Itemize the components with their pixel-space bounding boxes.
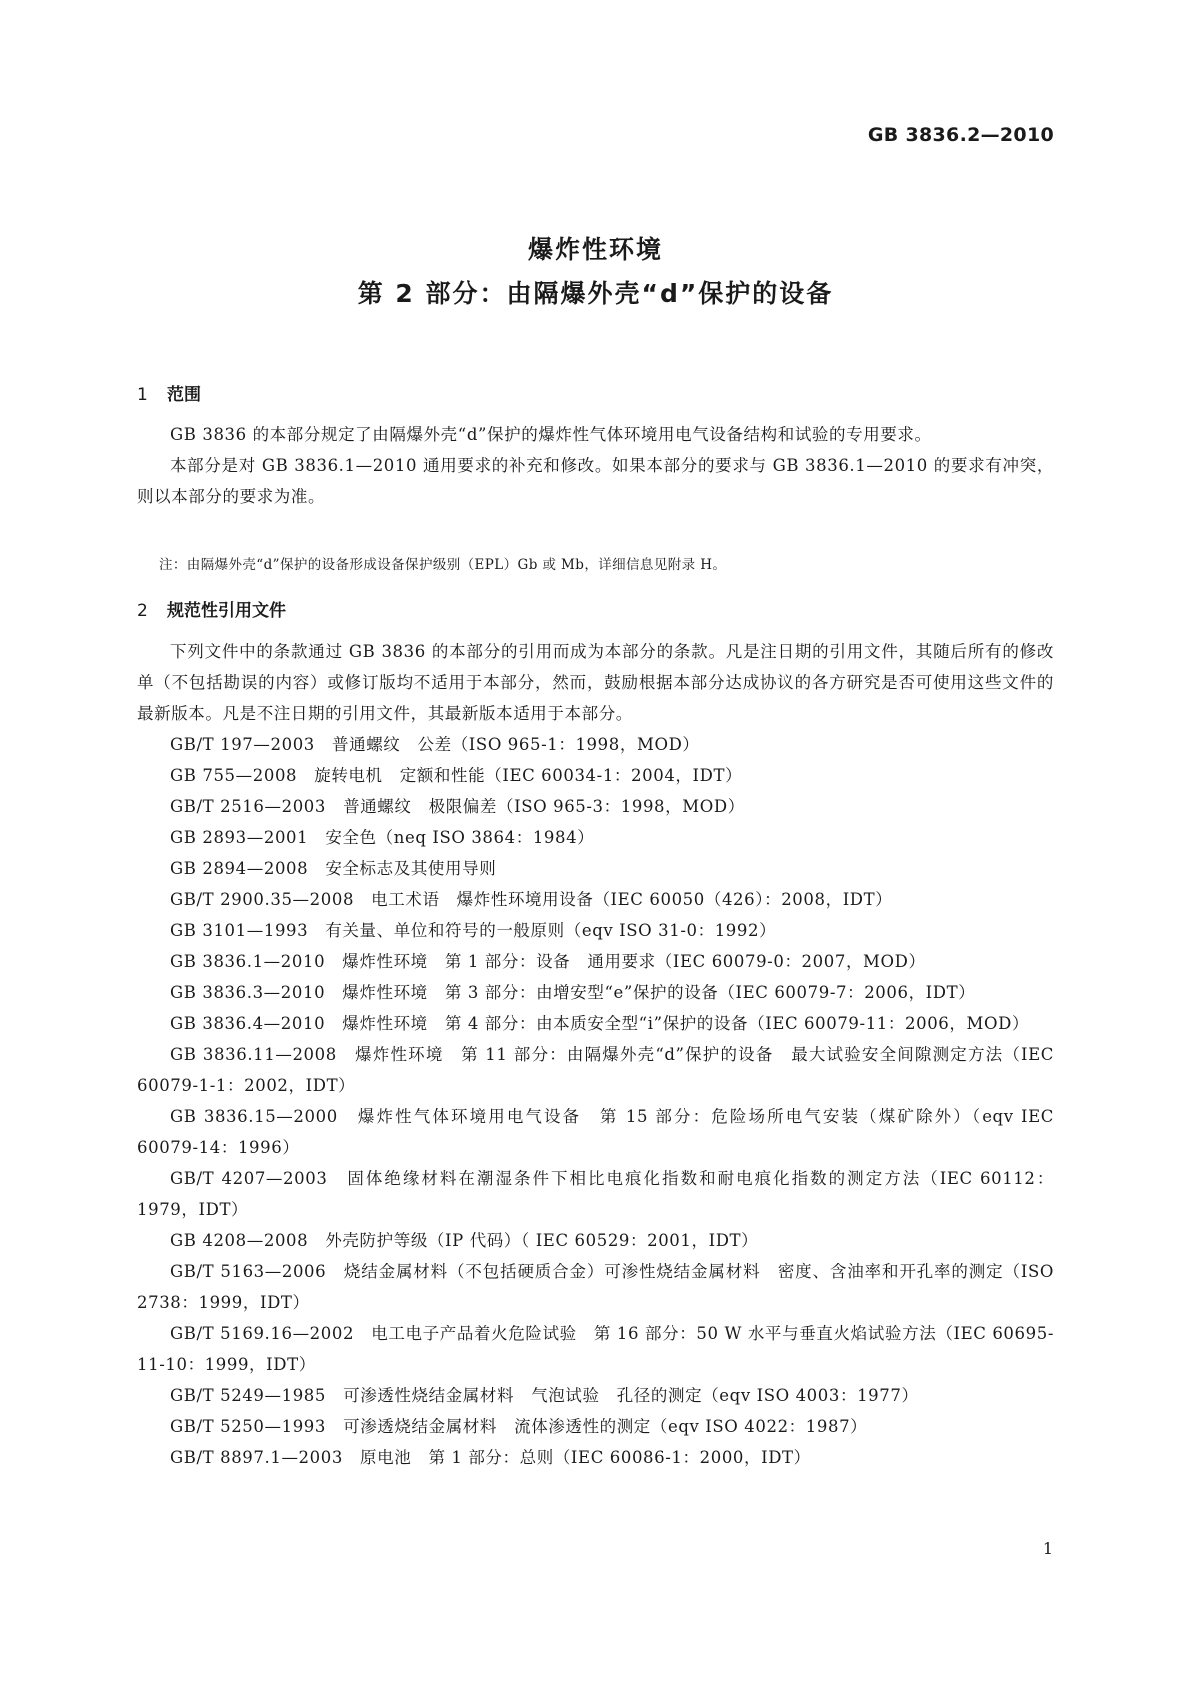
reference-item: GB/T 2516—2003 普通螺纹 极限偏差（ISO 965-3：1998，MOD） [170,797,745,816]
standard-code: GB 3836.2—2010 [867,124,1054,146]
reference-item: GB 3836.3—2010 爆炸性环境 第 3 部分：由增安型“e”保护的设备（IEC 60079-7：2006，IDT） [170,983,976,1002]
reference-item: GB/T 5249—1985 可渗透性烧结金属材料 气泡试验 孔径的测定（eqv ISO 4003：1977） [170,1386,919,1405]
section-body-scope [137,419,1054,512]
reference-item: GB 3836.15—2000 爆炸性气体环境用电气设备 第 15 部分：危险场所电气安装（煤矿除外）（eqv IEC 60079-14：1996） [137,1107,1054,1157]
section-heading-scope [137,380,201,405]
reference-item: GB 3836.11—2008 爆炸性环境 第 11 部分：由隔爆外壳“d”保护的设备 最大试验安全间隙测定方法（IEC 60079-1-1：2002，IDT） [137,1045,1054,1095]
section-title: 规范性引用文件 [167,601,286,621]
reference-item: GB 2894—2008 安全标志及其使用导则 [170,859,497,878]
reference-item: GB 3836.4—2010 爆炸性环境 第 4 部分：由本质安全型“i”保护的设备（IEC 60079-11：2006，MOD） [170,1014,1030,1033]
reference-item: GB/T 4207—2003 固体绝缘材料在潮湿条件下相比电痕化指数和耐电痕化指数的测定方法（IEC 60112：1979，IDT） [137,1169,1054,1219]
reference-item: GB 3101—1993 有关量、单位和符号的一般原则（eqv ISO 31-0：1992） [170,921,777,940]
document-subtitle: 第 2 部分：由隔爆外壳“d”保护的设备 [357,279,834,308]
reference-item: GB/T 197—2003 普通螺纹 公差（ISO 965-1：1998，MOD） [170,735,700,754]
reference-item: GB 755—2008 旋转电机 定额和性能（IEC 60034-1：2004，IDT） [170,766,743,785]
section-number: 1 [137,385,148,405]
reference-item: GB 4208—2008 外壳防护等级（IP 代码）（ IEC 60529：2001，IDT） [170,1231,759,1250]
section-body-normative-references [137,636,1054,1473]
document-title: 爆炸性环境 [527,235,663,264]
reference-item: GB/T 8897.1—2003 原电池 第 1 部分：总则（IEC 60086-1：2000，IDT） [170,1448,811,1467]
section-title: 范围 [167,385,201,405]
reference-item: GB 3836.1—2010 爆炸性环境 第 1 部分：设备 通用要求（IEC 60079-0：2007，MOD） [170,952,926,971]
page-number: 1 [1042,1539,1053,1558]
reference-item: GB 2893—2001 安全色（neq ISO 3864：1984） [170,828,595,847]
paragraph: GB 3836 的本部分规定了由隔爆外壳“d”保护的爆炸性气体环境用电气设备结构和试验的专用要求。 [170,425,932,444]
reference-item: GB/T 2900.35—2008 电工术语 爆炸性环境用设备（IEC 60050（426）：2008，IDT） [170,890,893,909]
note: 注：由隔爆外壳“d”保护的设备形成设备保护级别（EPL）Gb 或 Mb，详细信息见附录 H。 [159,557,727,573]
paragraph: 下列文件中的条款通过 GB 3836 的本部分的引用而成为本部分的条款。凡是注日期的引用文件，其随后所有的修改单（不包括勘误的内容）或修订版均不适用于本部分，然而，鼓励根据本部分达成协议的各方研究是否可使用这些文件的最新版本。凡是不注日期的引用文件，其最新版本适用于本部分。 [137,642,1054,723]
reference-item: GB/T 5163—2006 烧结金属材料（不包括硬质合金）可渗性烧结金属材料 密度、含油率和开孔率的测定（ISO 2738：1999，IDT） [137,1262,1054,1312]
section-heading-normative-references [137,596,286,621]
paragraph: 本部分是对 GB 3836.1—2010 通用要求的补充和修改。如果本部分的要求与 GB 3836.1—2010 的要求有冲突，则以本部分的要求为准。 [137,456,1054,506]
reference-item: GB/T 5250—1993 可渗透烧结金属材料 流体渗透性的测定（eqv ISO 4022：1987） [170,1417,868,1436]
section-number: 2 [137,601,148,621]
reference-item: GB/T 5169.16—2002 电工电子产品着火危险试验 第 16 部分：50 W 水平与垂直火焰试验方法（IEC 60695-11-10：1999，IDT） [137,1324,1054,1374]
